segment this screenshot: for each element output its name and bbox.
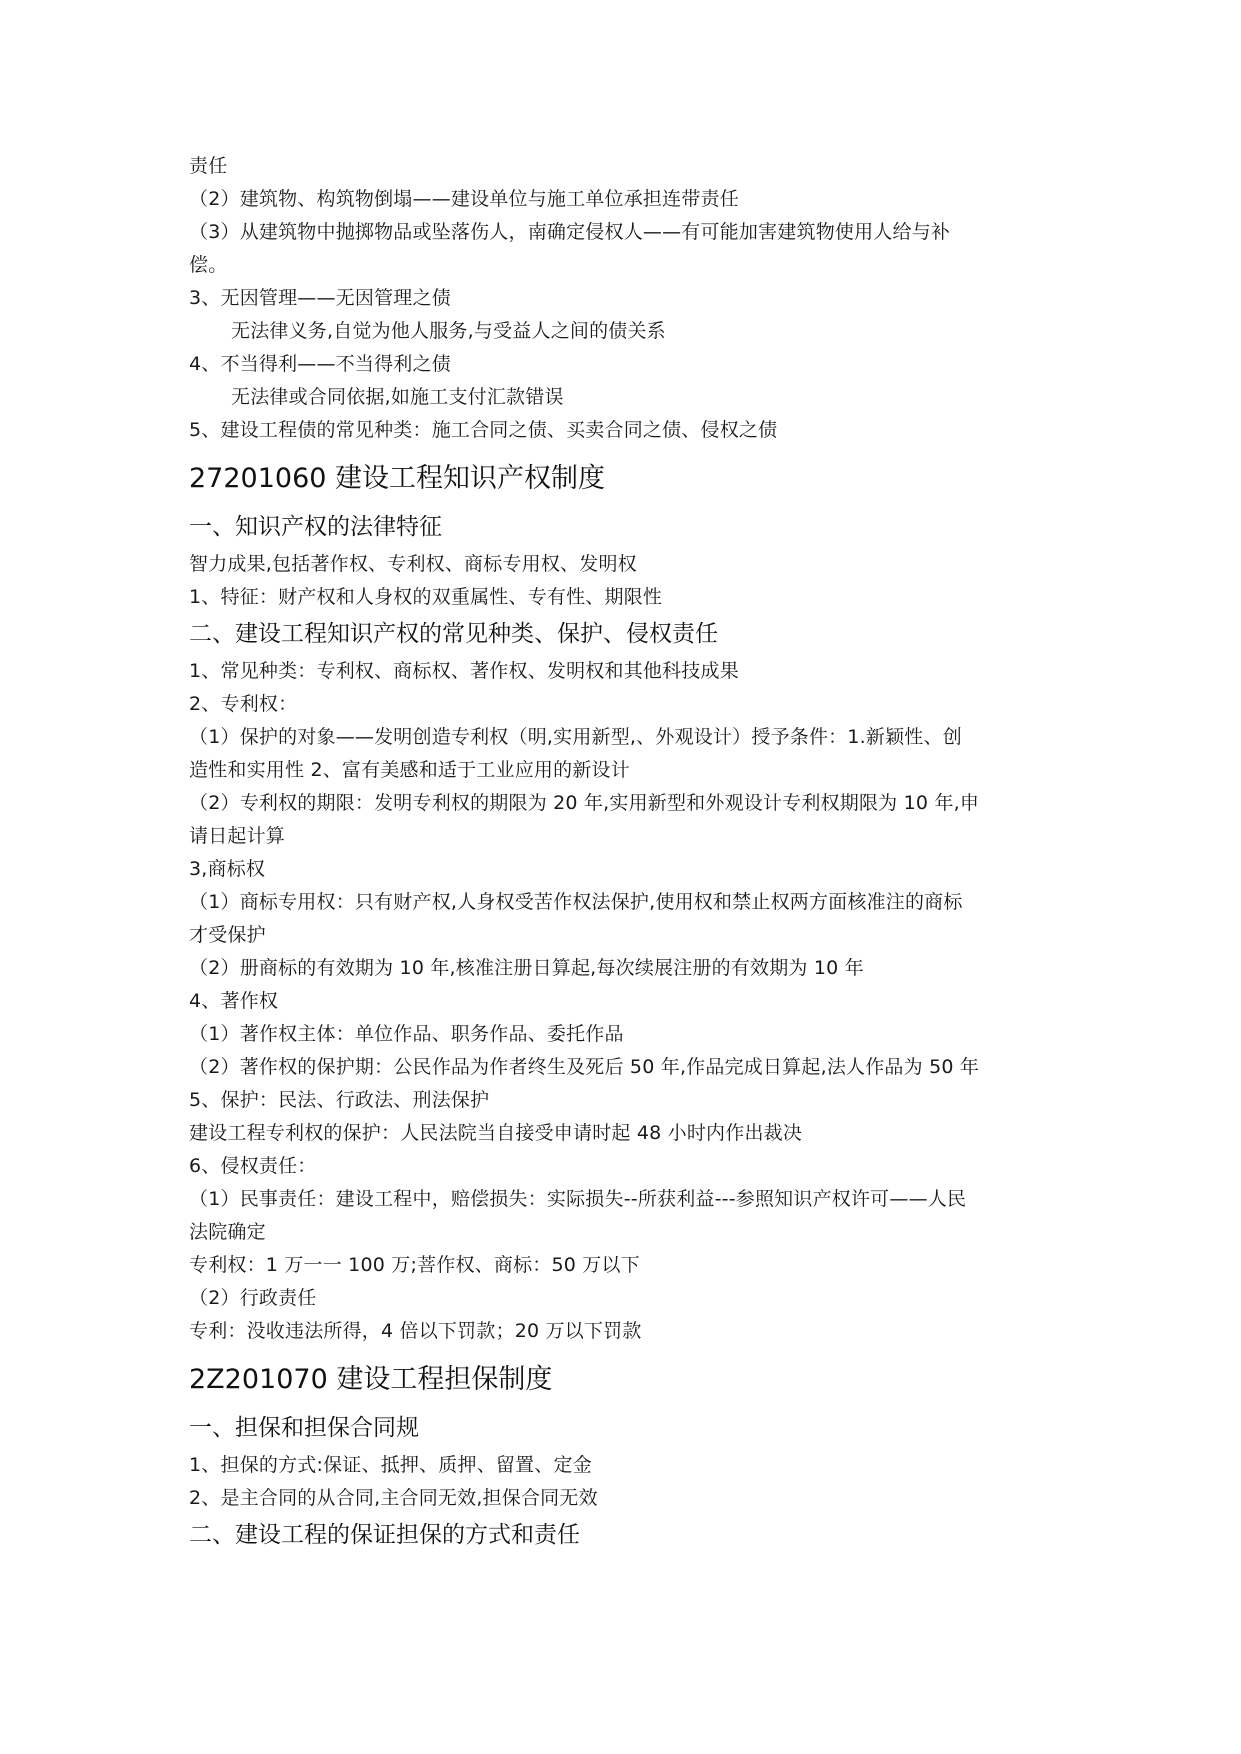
text-line: 3、无因管理——无因管理之债 [189, 287, 451, 309]
text-line: 2、专利权： [189, 693, 298, 715]
text-line: 4、著作权 [189, 990, 279, 1012]
text-line: （2）专利权的期限：发明专利权的期限为 20 年,实用新型和外观设计专利权期限为 10 年,申 [189, 792, 980, 814]
text-line-indented: 无法律义务,自觉为他人服务,与受益人之间的债关系 [231, 320, 666, 342]
text-line: 专利权：1 万一一 100 万;菩作权、商标：50 万以下 [189, 1254, 640, 1276]
text-line: 偿。 [189, 254, 228, 276]
text-line: 责任 [189, 155, 228, 177]
text-line: 才受保护 [189, 924, 266, 946]
text-line: （2）著作权的保护期：公民作品为作者终生及死后 50 年,作品完成日算起,法人作品为 50 年 [189, 1056, 980, 1078]
text-line: 5、建设工程债的常见种类：施工合同之债、买卖合同之债、侵权之债 [189, 419, 778, 441]
section-title: 27201060 建设工程知识产权制度 [189, 463, 606, 494]
text-line: 法院确定 [189, 1221, 266, 1243]
text-line: （1）商标专用权：只有财产权,人身权受苦作权法保护,使用权和禁止权两方面核准注的商标 [189, 891, 963, 913]
text-line: （2）行政责任 [189, 1287, 317, 1309]
text-line: （1）民事责任：建设工程中，赔偿损失：实际损失--所获利益---参照知识产权许可——人民 [189, 1188, 967, 1210]
subsection-heading: 二、建设工程知识产权的常见种类、保护、侵权责任 [189, 621, 718, 647]
text-line: （1）著作权主体：单位作品、职务作品、委托作品 [189, 1023, 624, 1045]
document-body [189, 150, 1059, 1556]
text-line: 专利：没收违法所得，4 倍以下罚款；20 万以下罚款 [189, 1320, 642, 1342]
section-title: 2Z201070 建设工程担保制度 [189, 1364, 553, 1395]
text-line-indented: 无法律或合同依据,如施工支付汇款错误 [231, 386, 564, 408]
text-line: 1、常见种类：专利权、商标权、著作权、发明权和其他科技成果 [189, 660, 739, 682]
text-line: 2、是主合同的从合同,主合同无效,担保合同无效 [189, 1487, 598, 1509]
subsection-heading: 一、担保和担保合同规 [189, 1415, 419, 1441]
text-line: （2）册商标的有效期为 10 年,核准注册日算起,每次续展注册的有效期为 10 年 [189, 957, 864, 979]
text-line: 造性和实用性 2、富有美感和适于工业应用的新设计 [189, 759, 630, 781]
text-line: 1、特征：财产权和人身权的双重属性、专有性、期限性 [189, 586, 663, 608]
text-line: 智力成果,包括著作权、专利权、商标专用权、发明权 [189, 553, 637, 575]
text-line: 5、保护：民法、行政法、刑法保护 [189, 1089, 490, 1111]
text-line: 请日起计算 [189, 825, 286, 847]
text-line: 4、不当得利——不当得利之债 [189, 353, 451, 375]
text-line: 建设工程专利权的保护：人民法院当自接受申请时起 48 小时内作出裁决 [189, 1122, 803, 1144]
text-line: （1）保护的对象——发明创造专利权（明,实用新型,、外观设计）授予条件：1.新颖性、创 [189, 726, 962, 748]
text-line: （3）从建筑物中抛掷物品或坠落伤人，南确定侵权人——有可能加害建筑物使用人给与补 [189, 221, 951, 243]
text-line: 1、担保的方式:保证、抵押、质押、留置、定金 [189, 1454, 592, 1476]
subsection-heading: 一、知识产权的法律特征 [189, 514, 442, 540]
subsection-heading: 二、建设工程的保证担保的方式和责任 [189, 1522, 580, 1548]
text-line: （2）建筑物、构筑物倒塌——建设单位与施工单位承担连带责任 [189, 188, 739, 210]
text-line: 3,商标权 [189, 858, 266, 880]
text-line: 6、侵权责任： [189, 1155, 317, 1177]
